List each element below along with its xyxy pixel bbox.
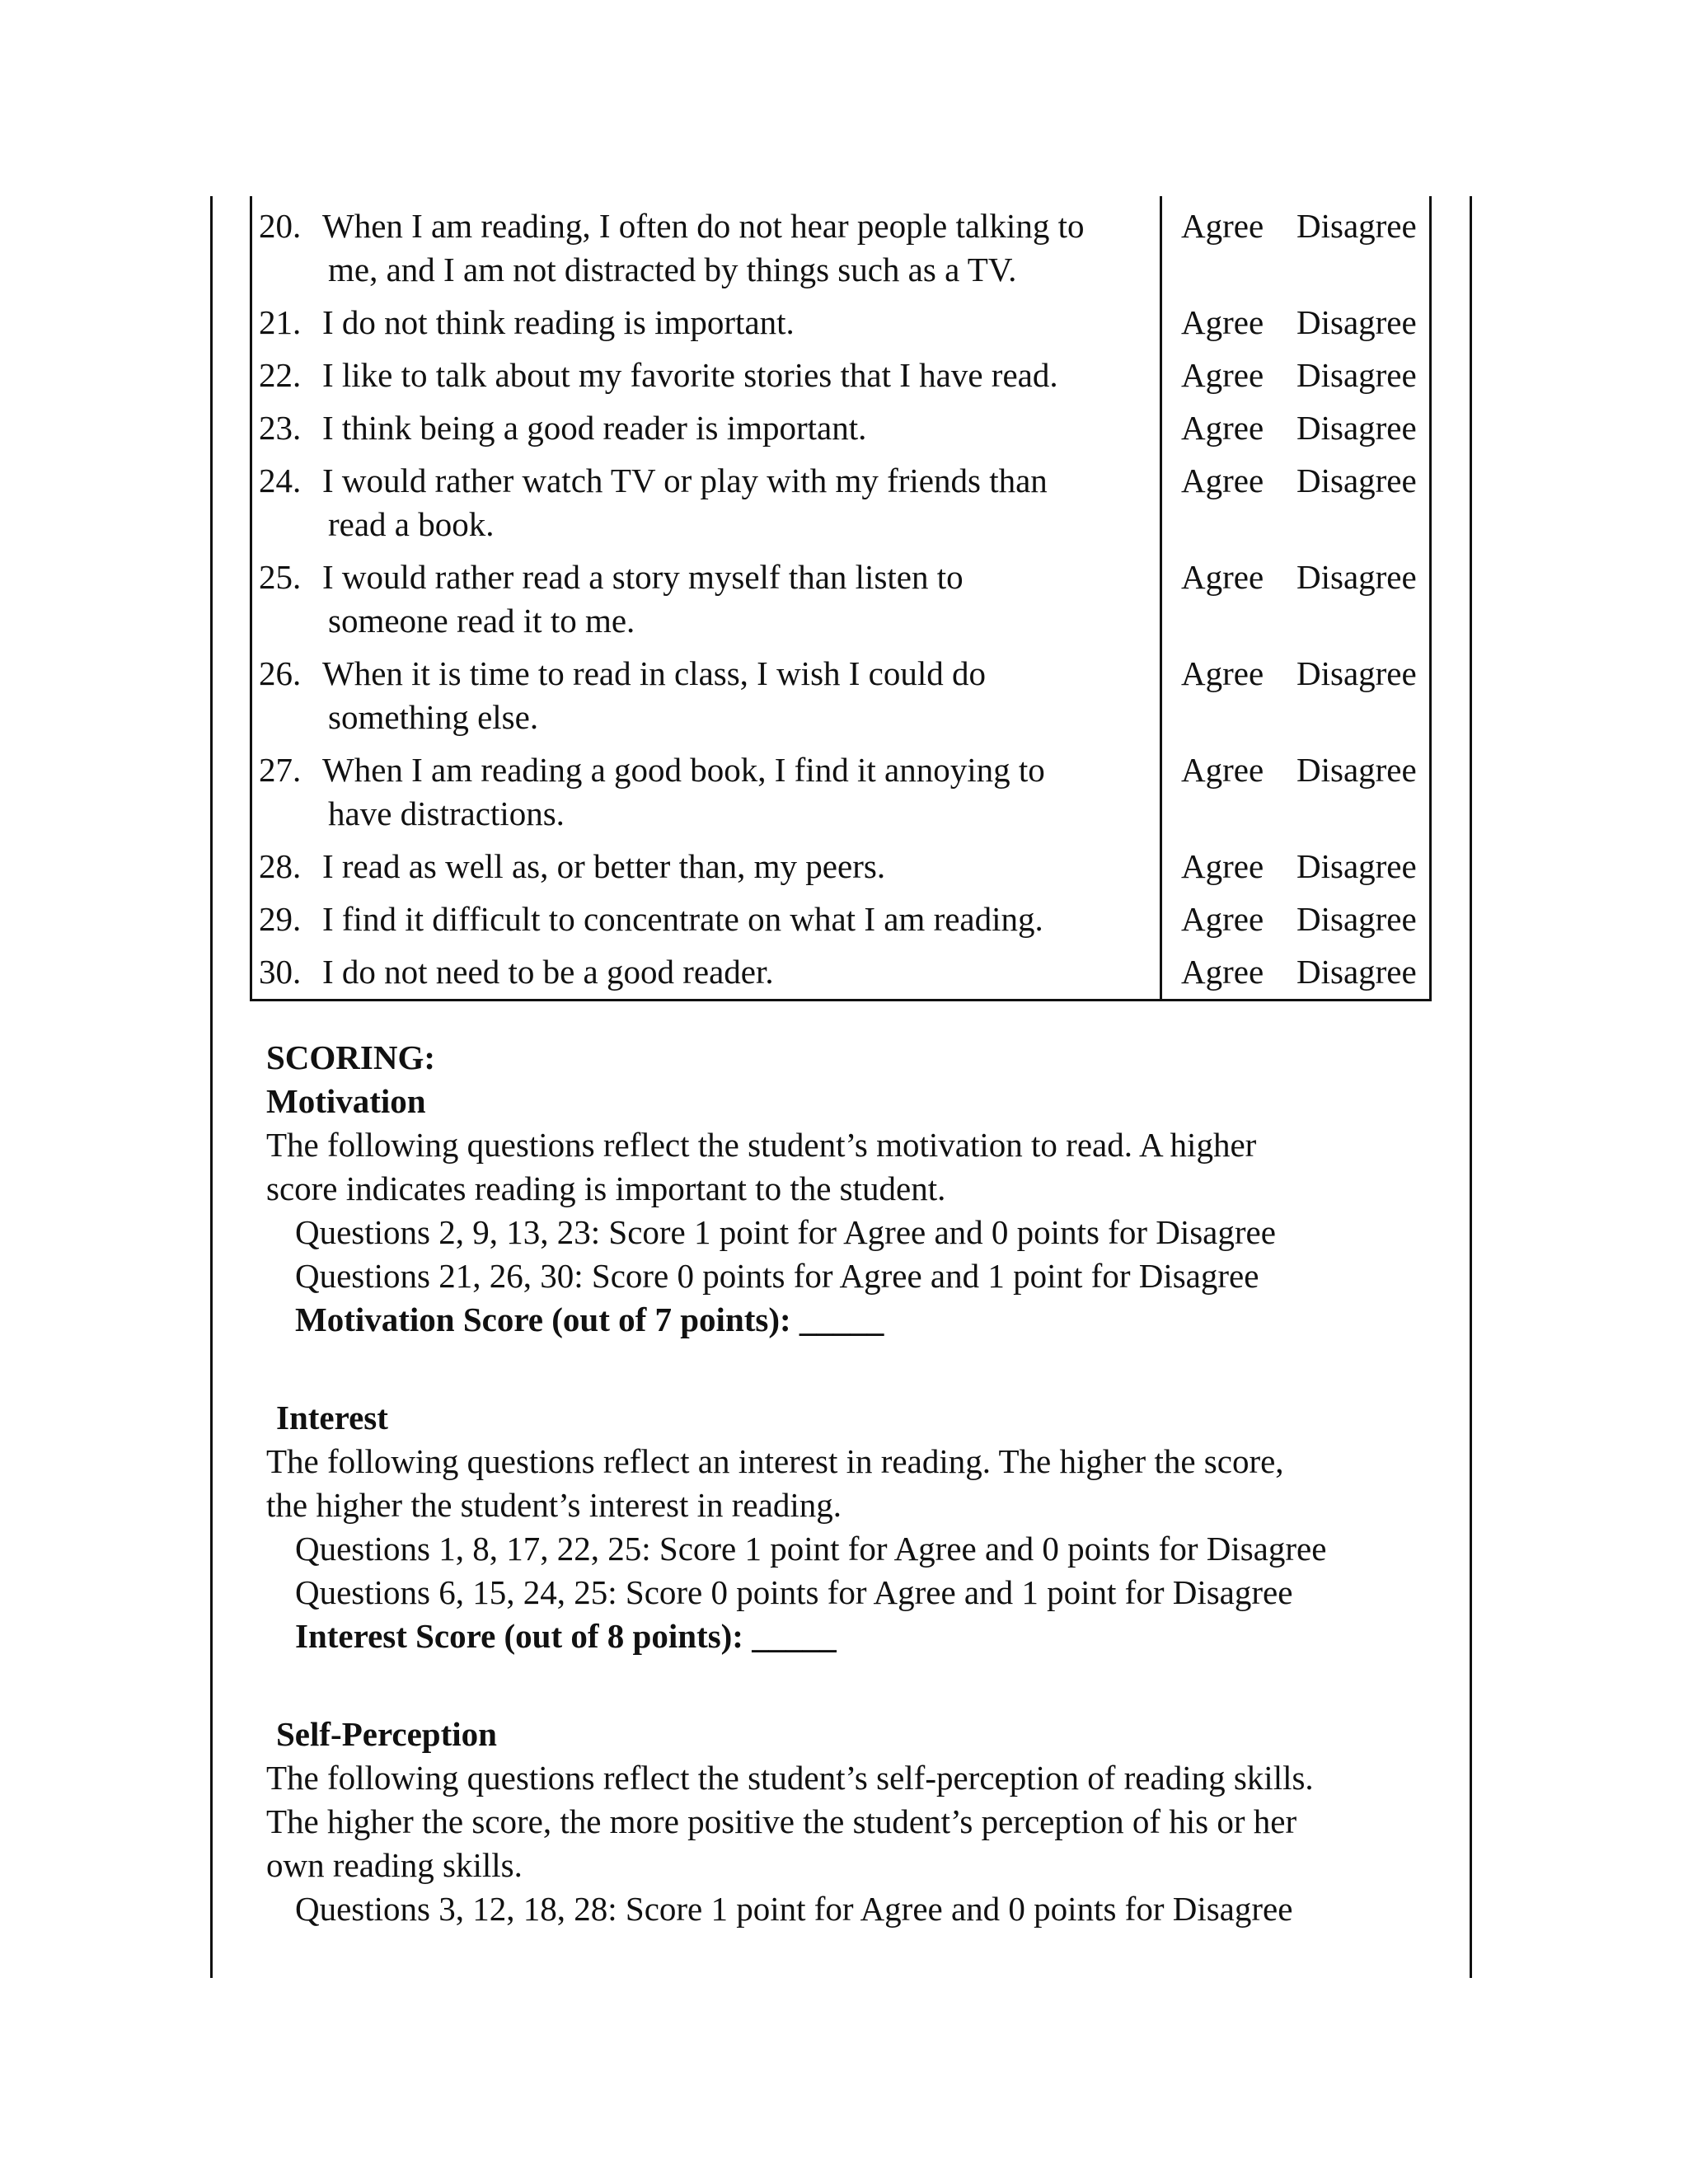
self-perception-description-line-3: own reading skills. [266,1846,523,1884]
motivation-description-line-1: The following questions reflect the student’s motivation to read. A higher [266,1126,1257,1164]
item-number: 20. [259,207,302,245]
self-perception-description-line-1: The following questions reflect the student’s self-perception of reading skills. [266,1759,1314,1797]
item-statement [322,845,1146,888]
agree-option[interactable]: Agree [1181,303,1264,341]
item-statement [322,950,1146,994]
interest-block [266,1396,1453,1658]
statement-line-1: I do not think reading is important. [322,303,795,341]
agree-option[interactable]: Agree [1181,900,1264,938]
motivation-score-line: Motivation Score (out of 7 points): _____ [295,1301,884,1338]
item-statement [322,301,1146,344]
interest-description-line-1: The following questions reflect an interest in reading. The higher the score, [266,1442,1284,1480]
agree-option[interactable]: Agree [1181,847,1264,885]
survey-table [250,196,1432,1001]
item-number: 25. [259,558,302,596]
item-number: 21. [259,303,302,341]
disagree-option[interactable]: Disagree [1296,900,1417,938]
item-number: 30. [259,953,302,991]
disagree-option[interactable]: Disagree [1296,356,1417,394]
item-statement [322,652,1146,739]
statement-line-1: I would rather read a story myself than listen to [322,558,964,596]
item-number: 28. [259,847,302,885]
disagree-option[interactable]: Disagree [1296,953,1417,991]
page-margin-rule-left [210,196,213,1978]
item-number: 24. [259,462,302,499]
interest-heading: Interest [276,1399,388,1436]
item-number: 29. [259,900,302,938]
self-perception-rule-1: Questions 3, 12, 18, 28: Score 1 point for Agree and 0 points for Disagree [295,1890,1293,1928]
interest-score-line: Interest Score (out of 8 points): _____ [295,1617,837,1655]
item-number: 23. [259,409,302,447]
self-perception-heading: Self-Perception [276,1715,497,1753]
item-statement [322,406,1146,450]
item-number: 22. [259,356,302,394]
statement-line-1: When I am reading a good book, I find it annoying to [322,751,1045,789]
statement-line-1: I do not need to be a good reader. [322,953,774,991]
statement-line-2: read a book. [328,505,495,543]
statement-line-1: When it is time to read in class, I wish I could do [322,654,987,692]
statement-line-1: I think being a good reader is important. [322,409,867,447]
self-perception-block [266,1713,1453,1931]
disagree-option[interactable]: Disagree [1296,462,1417,499]
agree-option[interactable]: Agree [1181,462,1264,499]
page-margin-rule-right [1470,196,1472,1978]
disagree-option[interactable]: Disagree [1296,654,1417,692]
motivation-description-line-2: score indicates reading is important to the student. [266,1169,946,1207]
interest-rule-2: Questions 6, 15, 24, 25: Score 0 points for Agree and 1 point for Disagree [295,1573,1293,1611]
motivation-rule-2: Questions 21, 26, 30: Score 0 points for Agree and 1 point for Disagree [295,1257,1259,1295]
statement-line-1: I find it difficult to concentrate on what I am reading. [322,900,1043,938]
agree-option[interactable]: Agree [1181,751,1264,789]
agree-option[interactable]: Agree [1181,654,1264,692]
disagree-option[interactable]: Disagree [1296,207,1417,245]
scoring-section [266,1036,1453,1931]
disagree-option[interactable]: Disagree [1296,409,1417,447]
item-statement [322,459,1146,546]
agree-option[interactable]: Agree [1181,409,1264,447]
disagree-option[interactable]: Disagree [1296,558,1417,596]
item-number: 27. [259,751,302,789]
statement-line-1: I read as well as, or better than, my peers. [322,847,886,885]
statement-line-1: I like to talk about my favorite stories that I have read. [322,356,1058,394]
item-number: 26. [259,654,302,692]
agree-option[interactable]: Agree [1181,207,1264,245]
scoring-title: SCORING: [266,1038,436,1076]
agree-option[interactable]: Agree [1181,356,1264,394]
item-statement [322,555,1146,643]
item-statement [322,354,1146,397]
statement-line-1: I would rather watch TV or play with my friends than [322,462,1048,499]
item-statement [322,204,1146,292]
agree-option[interactable]: Agree [1181,558,1264,596]
disagree-option[interactable]: Disagree [1296,751,1417,789]
statement-line-2: me, and I am not distracted by things such as a TV. [328,251,1017,288]
disagree-option[interactable]: Disagree [1296,303,1417,341]
statement-line-2: someone read it to me. [328,602,635,640]
agree-option[interactable]: Agree [1181,953,1264,991]
statement-line-2: have distractions. [328,794,565,832]
item-statement [322,748,1146,836]
interest-rule-1: Questions 1, 8, 17, 22, 25: Score 1 point for Agree and 0 points for Disagree [295,1530,1327,1568]
motivation-rule-1: Questions 2, 9, 13, 23: Score 1 point for Agree and 0 points for Disagree [295,1213,1276,1251]
item-statement [322,898,1146,941]
interest-description-line-2: the higher the student’s interest in reading. [266,1486,842,1524]
statement-line-1: When I am reading, I often do not hear people talking to [322,207,1085,245]
motivation-block [266,1080,1453,1342]
statement-line-2: something else. [328,698,539,736]
column-divider [1160,196,1162,999]
motivation-heading: Motivation [266,1082,426,1120]
disagree-option[interactable]: Disagree [1296,847,1417,885]
self-perception-description-line-2: The higher the score, the more positive the student’s perception of his or her [266,1802,1297,1840]
